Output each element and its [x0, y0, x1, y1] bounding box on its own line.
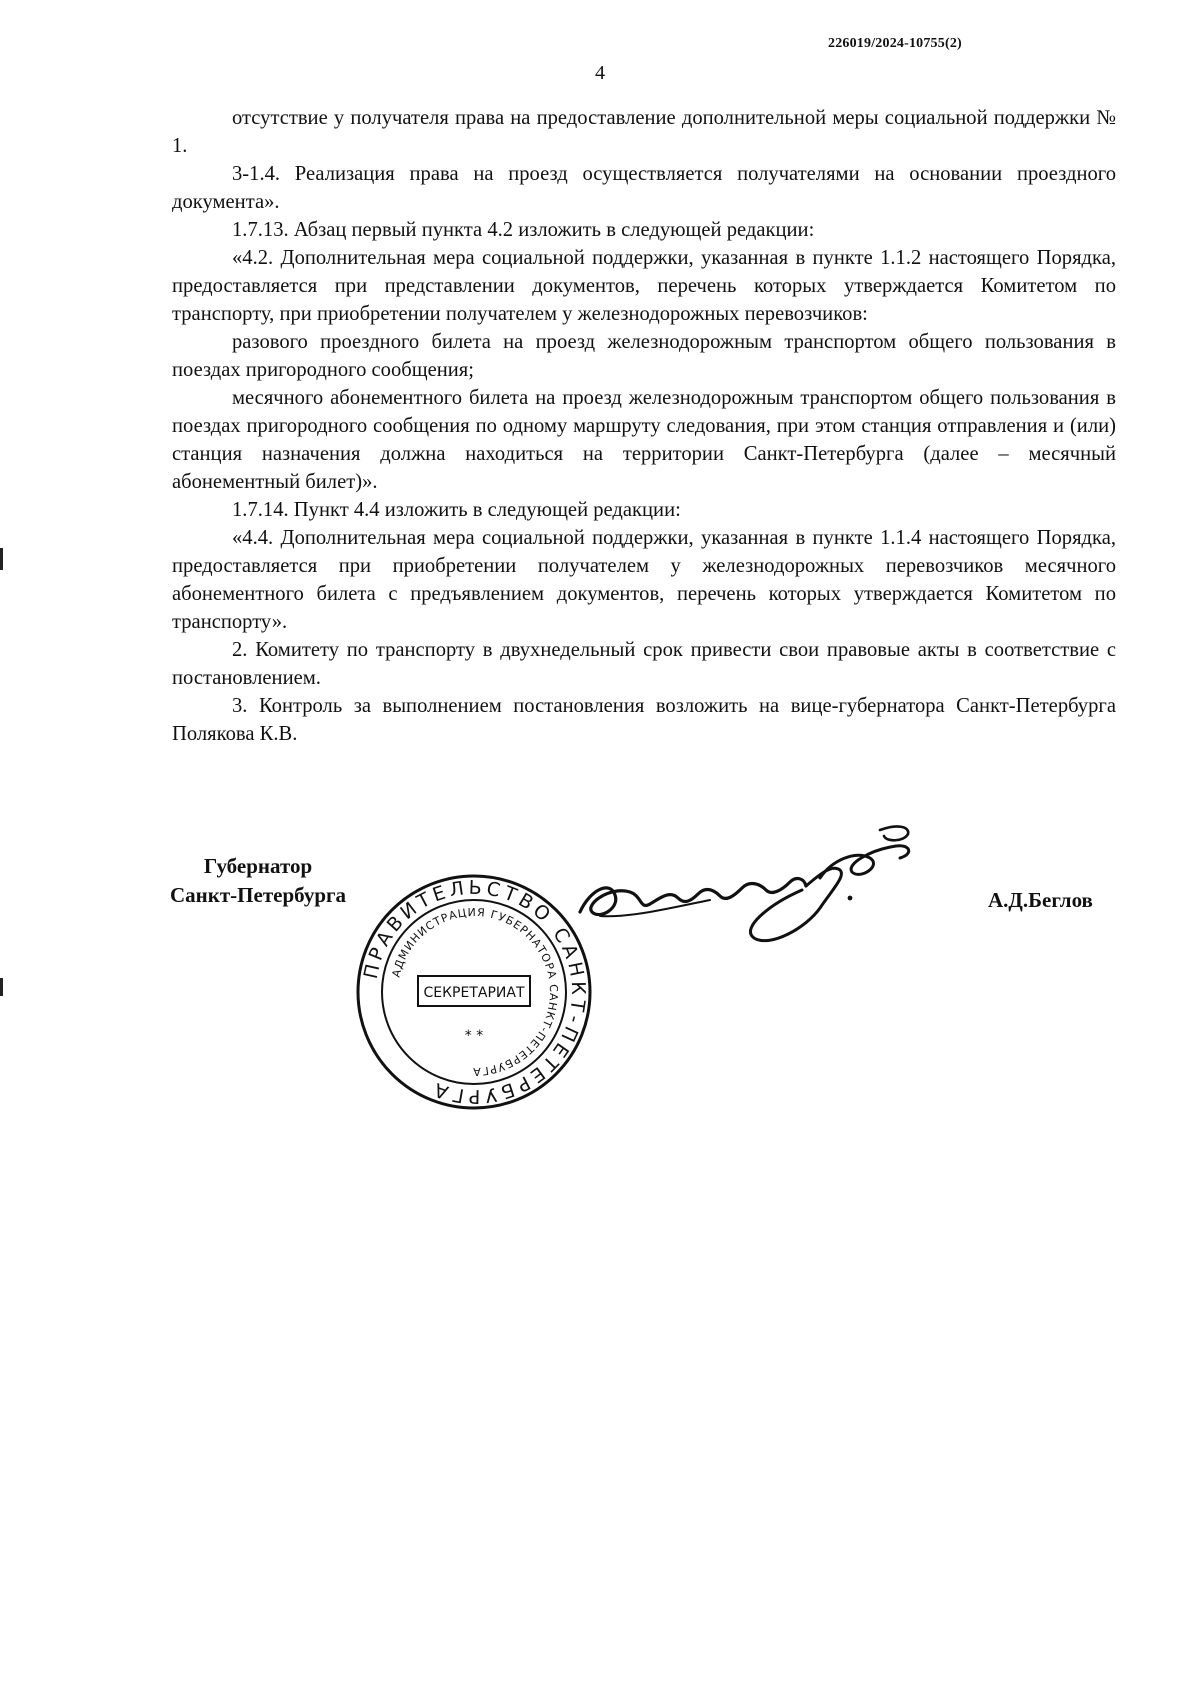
- paragraph: 1.7.14. Пункт 4.4 изложить в следующей редакции:: [232, 499, 681, 521]
- paragraph: месячного абонементного билета на проезд железнодорожным транспортом общего пользования в поездах пригородного сообщения по одному маршруту следования, при этом станция отправления и (или) станция назначения должна находиться на территории Санкт-Петербурга (далее – месячный абонементный билет)».: [172, 387, 1116, 493]
- document-reference-number: 226019/2024-10755(2): [828, 36, 962, 51]
- paragraph: «4.2. Дополнительная мера социальной поддержки, указанная в пункте 1.1.2 настоящего Порядка, предоставляется при представлении документов, перечень которых утверждается Комитетом по транспорту, при приобретении получателем у железнодорожных перевозчиков:: [172, 247, 1116, 325]
- signatory-title-line: Санкт-Петербурга: [170, 883, 347, 907]
- paragraph: 3-1.4. Реализация права на проезд осуществляется получателями на основании проездного документа».: [172, 163, 1116, 213]
- paragraph: 2. Комитету по транспорту в двухнедельный срок привести свои правовые акты в соответствие с постановлением.: [172, 639, 1116, 689]
- paragraph: «4.4. Дополнительная мера социальной поддержки, указанная в пункте 1.1.4 настоящего Порядка, предоставляется при приобретении получателем у железнодорожных перевозчиков месячного абонементного билета с предъявлением документов, перечень которых утверждается Комитетом по транспорту».: [172, 527, 1116, 633]
- signatory-name: А.Д.Беглов: [988, 888, 1093, 912]
- stamp-inner-text: АДМИНИСТРАЦИЯ ГУБЕРНАТОРА САНКТ-ПЕТЕРБУРГА: [389, 905, 561, 1079]
- scan-margin-mark: [0, 978, 3, 996]
- paragraph: разового проездного билета на проезд железнодорожным транспортом общего пользования в поездах пригородного сообщения;: [172, 331, 1116, 381]
- page-number: 4: [595, 62, 605, 84]
- paragraph: 3. Контроль за выполнением постановления возложить на вице-губернатора Санкт-Петербурга Полякова К.В.: [172, 695, 1116, 745]
- paragraph: отсутствие у получателя права на предоставление дополнительной меры социальной поддержки № 1.: [172, 107, 1116, 157]
- stamp-stars: * *: [464, 1028, 484, 1044]
- stamp-center-text: СЕКРЕТАРИАТ: [423, 985, 525, 1001]
- signatory-title-line: Губернатор: [203, 854, 313, 878]
- paragraph: 1.7.13. Абзац первый пункта 4.2 изложить в следующей редакции:: [232, 219, 815, 241]
- stamp-outer-text: ПРАВИТЕЛЬСТВО САНКТ-ПЕТЕРБУРГА: [359, 876, 590, 1108]
- official-stamp-seal: [354, 872, 594, 1112]
- scan-margin-mark: [0, 548, 3, 570]
- document-body: [172, 104, 1116, 748]
- handwritten-signature: [570, 820, 950, 950]
- signatory-title: [170, 852, 346, 910]
